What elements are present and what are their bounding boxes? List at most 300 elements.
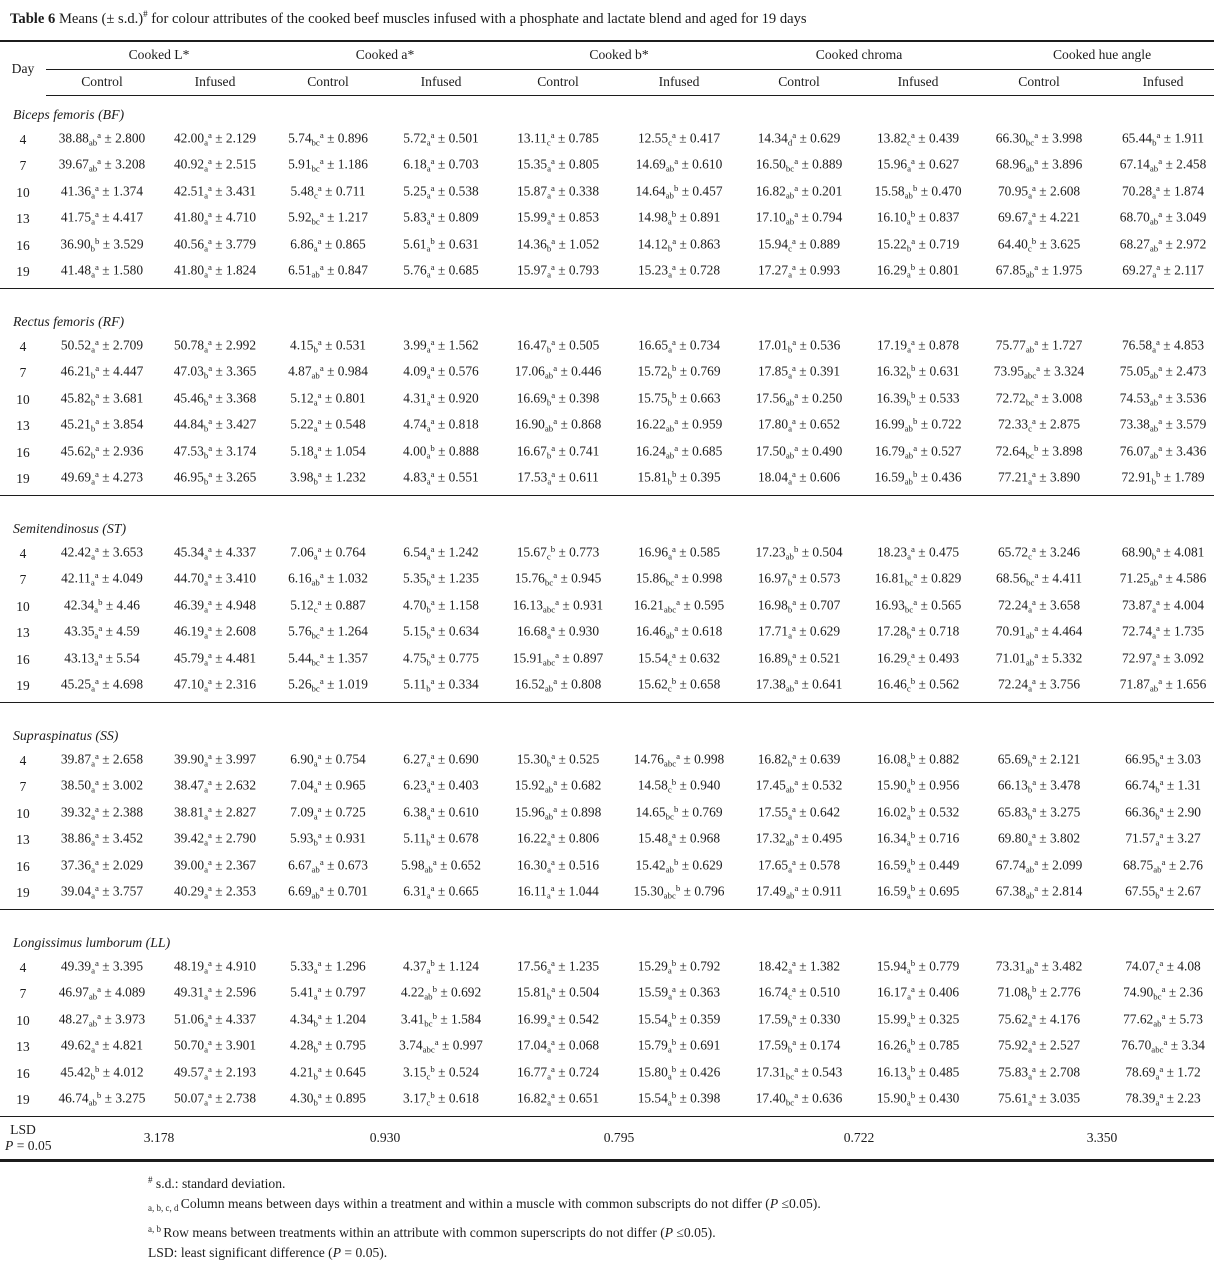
day-cell: 4 <box>19 752 27 768</box>
table-caption <box>0 0 1214 28</box>
value-cell: $65.72_c^a \pm 3.246$ <box>997 543 1081 562</box>
value-cell: $47.53_b^a \pm 3.174$ <box>173 442 257 461</box>
value-cell: $17.56_{ab}^a \pm 0.250$ <box>755 389 843 408</box>
day-cell: 4 <box>19 545 27 561</box>
value-cell: $40.92_a^a \pm 2.515$ <box>173 156 257 174</box>
value-cell: $14.65_{bc}^b \pm 0.769$ <box>635 803 723 822</box>
value-cell: $6.27_a^a \pm 0.690$ <box>403 750 479 769</box>
value-cell: $50.78_a^a \pm 2.992$ <box>173 336 257 355</box>
value-cell: $15.99_a^b \pm 0.325$ <box>876 1010 960 1029</box>
value-cell: $5.92_{bc}^a \pm 1.217$ <box>288 209 368 227</box>
muscle-name: Longissimus lumborum (LL) <box>13 934 171 950</box>
value-cell: $16.68_a^a \pm 0.930$ <box>516 623 600 641</box>
value-cell: $15.81_b^b \pm 0.395$ <box>618 465 740 495</box>
col-group-cooked-l: Cooked L* <box>46 41 272 70</box>
value-cell: $67.14_{ab}^a \pm 2.458$ <box>1119 156 1207 174</box>
value-cell: $16.59_a^b \pm 0.449$ <box>876 856 960 875</box>
value-cell: $5.76_{bc}^a \pm 1.264$ <box>288 623 368 641</box>
value-cell: $4.74_a^a \pm 0.818$ <box>403 416 479 434</box>
table-row <box>0 386 1214 413</box>
table-row <box>0 646 1214 673</box>
value-cell: $4.15_b^a \pm 0.531$ <box>290 336 366 355</box>
subheader-control: Control <box>272 69 384 95</box>
value-cell: $3.74_{abc}^a \pm 0.997$ <box>399 1037 483 1055</box>
value-cell: $78.39_a^a \pm 2.23$ <box>1100 1086 1214 1116</box>
subheader-infused: Infused <box>1100 69 1214 95</box>
value-cell: $65.83_b^a \pm 3.275$ <box>997 803 1081 822</box>
day-cell: 13 <box>16 832 30 848</box>
value-cell: $6.23_a^a \pm 0.403$ <box>403 777 479 795</box>
value-cell: $15.72_b^b \pm 0.769$ <box>637 363 721 381</box>
value-cell: $15.91_{abc}^a \pm 0.897$ <box>512 649 604 668</box>
day-cell: 13 <box>16 1039 30 1055</box>
value-cell: $4.37_a^b \pm 1.124$ <box>403 957 479 976</box>
value-cell: $46.39_a^a \pm 4.948$ <box>173 596 257 615</box>
value-cell: $72.74_a^a \pm 1.735$ <box>1121 623 1205 641</box>
value-cell: $42.42_a^a \pm 3.653$ <box>60 543 144 562</box>
table-row <box>0 126 1214 153</box>
value-cell: $17.10_{ab}^a \pm 0.794$ <box>755 209 843 227</box>
table-row <box>0 232 1214 259</box>
day-cell: 7 <box>19 365 27 381</box>
value-cell: $16.46_c^b \pm 0.562$ <box>858 672 978 702</box>
value-cell: $72.64_{bc}^b \pm 3.898$ <box>995 442 1083 461</box>
day-cell: 16 <box>16 858 30 874</box>
value-cell: $17.71_a^a \pm 0.629$ <box>757 623 841 641</box>
value-cell: $6.86_a^a \pm 0.865$ <box>290 235 366 254</box>
value-cell: $39.87_a^a \pm 2.658$ <box>60 750 144 769</box>
value-cell: $16.65_a^a \pm 0.734$ <box>637 336 721 355</box>
value-cell: $38.81_a^a \pm 2.827$ <box>173 803 257 822</box>
value-cell: $15.54_a^b \pm 0.398$ <box>618 1086 740 1116</box>
value-cell: $15.23_a^a \pm 0.728$ <box>618 258 740 288</box>
value-cell: $75.05_{ab}^a \pm 2.473$ <box>1119 363 1207 381</box>
subheader-infused: Infused <box>158 69 272 95</box>
subheader-infused: Infused <box>384 69 498 95</box>
value-cell: $15.81_b^a \pm 0.504$ <box>516 984 600 1002</box>
value-cell: $38.86_a^a \pm 3.452$ <box>60 830 144 848</box>
value-cell: $15.94_a^b \pm 0.779$ <box>876 957 960 976</box>
lsd-value-cooked-chroma: 0.722 <box>740 1116 978 1160</box>
value-cell: $48.27_{ab}^a \pm 3.973$ <box>58 1010 146 1029</box>
value-cell: $47.10_a^a \pm 2.316$ <box>158 672 272 702</box>
table-row <box>0 773 1214 800</box>
value-cell: $68.27_{ab}^a \pm 2.972$ <box>1119 235 1207 254</box>
day-cell: 19 <box>0 258 46 288</box>
muscle-name: Supraspinatus (SS) <box>13 727 119 743</box>
value-cell: $5.83_a^a \pm 0.809$ <box>403 209 479 227</box>
value-cell: $72.24_a^a \pm 3.658$ <box>997 596 1081 615</box>
value-cell: $16.26_a^b \pm 0.785$ <box>876 1037 960 1055</box>
value-cell: $43.35_a^a \pm 4.59$ <box>64 623 140 641</box>
value-cell: $50.52_a^a \pm 2.709$ <box>60 336 144 355</box>
value-cell: $69.67_a^a \pm 4.221$ <box>997 209 1081 227</box>
value-cell: $68.75_{ab}^a \pm 2.76$ <box>1123 856 1203 875</box>
value-cell: $17.04_a^a \pm 0.068$ <box>516 1037 600 1055</box>
value-cell: $6.16_{ab}^a \pm 1.032$ <box>288 570 368 588</box>
value-cell: $72.91_b^b \pm 1.789$ <box>1100 465 1214 495</box>
value-cell: $6.18_a^a \pm 0.703$ <box>403 156 479 174</box>
value-cell: $16.21_{abc}^a \pm 0.595$ <box>633 596 725 615</box>
value-cell: $17.28_b^a \pm 0.718$ <box>876 623 960 641</box>
value-cell: $6.54_a^a \pm 1.242$ <box>403 543 479 562</box>
subheader-control: Control <box>978 69 1100 95</box>
value-cell: $51.06_a^a \pm 4.337$ <box>173 1010 257 1029</box>
value-cell: $45.82_b^a \pm 3.681$ <box>60 389 144 408</box>
day-cell: 10 <box>16 1012 30 1028</box>
value-cell: $45.62_b^a \pm 2.936$ <box>60 442 144 461</box>
value-cell: $15.58_{ab}^b \pm 0.470$ <box>874 182 962 201</box>
value-cell: $15.76_{bc}^a \pm 0.945$ <box>514 570 602 588</box>
value-cell: $71.25_{ab}^a \pm 4.586$ <box>1119 570 1207 588</box>
value-cell: $38.50_a^a \pm 3.002$ <box>60 777 144 795</box>
footnote-line: LSD: least significant difference (P = 0.05). <box>148 1245 388 1261</box>
lsd-row <box>0 1116 1214 1160</box>
value-cell: $6.31_a^a \pm 0.665$ <box>384 879 498 909</box>
value-cell: $39.00_a^a \pm 2.367$ <box>173 856 257 875</box>
day-cell: 19 <box>0 1086 46 1116</box>
caption-text-post: for colour attributes of the cooked beef muscles infused with a phosphate and lactate blend and aged for 19 days <box>147 10 807 27</box>
value-cell: $15.67_c^b \pm 0.773$ <box>516 543 600 562</box>
value-cell: $4.70_b^a \pm 1.158$ <box>403 596 479 615</box>
day-cell: 10 <box>16 184 30 200</box>
value-cell: $16.81_{bc}^a \pm 0.829$ <box>874 570 962 588</box>
day-cell: 16 <box>16 444 30 460</box>
value-cell: $5.11_b^a \pm 0.678$ <box>403 830 479 848</box>
day-cell: 13 <box>16 418 30 434</box>
value-cell: $15.96_{ab}^a \pm 0.898$ <box>514 803 602 822</box>
value-cell: $75.92_a^a \pm 2.527$ <box>997 1037 1081 1055</box>
day-cell: 7 <box>19 572 27 588</box>
table-row <box>0 593 1214 620</box>
value-cell: $17.38_{ab}^a \pm 0.641$ <box>740 672 858 702</box>
value-cell: $4.34_b^a \pm 1.204$ <box>290 1010 366 1029</box>
value-cell: $16.93_{bc}^a \pm 0.565$ <box>874 596 962 615</box>
value-cell: $17.32_{ab}^a \pm 0.495$ <box>755 830 843 848</box>
value-cell: $16.13_{abc}^a \pm 0.931$ <box>512 596 604 615</box>
value-cell: $72.33_c^a \pm 2.875$ <box>997 416 1081 434</box>
value-cell: $39.90_a^a \pm 3.997$ <box>173 750 257 769</box>
value-cell: $4.75_b^a \pm 0.775$ <box>403 649 479 668</box>
value-cell: $17.27_a^a \pm 0.993$ <box>740 258 858 288</box>
value-cell: $5.91_{bc}^a \pm 1.186$ <box>288 156 368 174</box>
value-cell: $17.06_{ab}^a \pm 0.446$ <box>514 363 602 381</box>
value-cell: $5.72_a^a \pm 0.501$ <box>403 129 479 148</box>
value-cell: $15.30_{abc}^b \pm 0.796$ <box>618 879 740 909</box>
value-cell: $49.69_a^a \pm 4.273$ <box>46 465 158 495</box>
value-cell: $14.12_b^a \pm 0.863$ <box>637 235 721 254</box>
value-cell: $17.19_a^a \pm 0.878$ <box>876 336 960 355</box>
muscle-name: Semitendinosus (ST) <box>13 520 127 536</box>
value-cell: $14.69_{ab}^a \pm 0.610$ <box>635 156 723 174</box>
day-cell: 13 <box>16 211 30 227</box>
value-cell: $36.90_b^b \pm 3.529$ <box>60 235 144 254</box>
value-cell: $46.19_a^a \pm 2.608$ <box>173 623 257 641</box>
table-row <box>0 954 1214 981</box>
value-cell: $16.82_{ab}^a \pm 0.201$ <box>755 182 843 201</box>
value-cell: $6.90_a^a \pm 0.754$ <box>290 750 366 769</box>
value-cell: $5.74_{bc}^a \pm 0.896$ <box>288 129 368 148</box>
value-cell: $4.30_b^a \pm 0.895$ <box>272 1086 384 1116</box>
value-cell: $16.99_{ab}^b \pm 0.722$ <box>874 416 962 434</box>
day-cell: 4 <box>19 338 27 354</box>
value-cell: $16.52_{ab}^a \pm 0.808$ <box>498 672 618 702</box>
value-cell: $5.18_a^a \pm 1.054$ <box>290 442 366 461</box>
value-cell: $4.21_b^a \pm 0.645$ <box>290 1063 366 1082</box>
table-row <box>0 205 1214 232</box>
value-cell: $15.22_b^a \pm 0.719$ <box>876 235 960 254</box>
value-cell: $4.09_a^a \pm 0.576$ <box>403 363 479 381</box>
value-cell: $46.21_b^a \pm 4.447$ <box>60 363 144 381</box>
value-cell: $16.79_{ab}^a \pm 0.527$ <box>874 442 962 461</box>
value-cell: $71.87_{ab}^a \pm 1.656$ <box>1100 672 1214 702</box>
col-group-cooked-chroma: Cooked chroma <box>740 41 978 70</box>
value-cell: $7.04_a^a \pm 0.965$ <box>290 777 366 795</box>
value-cell: $16.10_a^b \pm 0.837$ <box>876 209 960 227</box>
subheader-infused: Infused <box>858 69 978 95</box>
value-cell: $72.97_a^a \pm 3.092$ <box>1121 649 1205 668</box>
subheader-control: Control <box>46 69 158 95</box>
value-cell: $70.28_a^a \pm 1.874$ <box>1121 182 1205 201</box>
value-cell: $41.75_a^a \pm 4.417$ <box>60 209 144 227</box>
value-cell: $16.74_c^a \pm 0.510$ <box>757 984 841 1002</box>
value-cell: $68.56_{bc}^a \pm 4.411$ <box>996 570 1083 588</box>
table-number: Table 6 <box>10 10 56 27</box>
value-cell: $16.89_b^a \pm 0.521$ <box>757 649 841 668</box>
value-cell: $45.46_b^a \pm 3.368$ <box>173 389 257 408</box>
value-cell: $5.33_a^a \pm 1.296$ <box>290 957 366 976</box>
day-cell: 10 <box>16 391 30 407</box>
value-cell: $16.47_b^a \pm 0.505$ <box>516 336 600 355</box>
value-cell: $15.92_{ab}^a \pm 0.682$ <box>514 777 602 795</box>
value-cell: $41.80_a^a \pm 4.710$ <box>173 209 257 227</box>
value-cell: $49.57_a^a \pm 2.193$ <box>173 1063 257 1082</box>
table-row <box>0 1060 1214 1087</box>
value-cell: $17.01_b^a \pm 0.536$ <box>757 336 841 355</box>
value-cell: $66.30_{bc}^a \pm 3.998$ <box>995 129 1083 148</box>
value-cell: $4.28_b^a \pm 0.795$ <box>290 1037 366 1055</box>
value-cell: $45.79_a^a \pm 4.481$ <box>173 649 257 668</box>
table-row <box>0 747 1214 774</box>
muscle-section-header <box>0 702 1214 747</box>
caption-footnote-marker: # <box>143 9 148 19</box>
table-row <box>0 826 1214 853</box>
subheader-control: Control <box>740 69 858 95</box>
value-cell: $38.88_{ab}^a \pm 2.800$ <box>58 129 146 148</box>
day-cell: 10 <box>16 598 30 614</box>
value-cell: $15.35_a^a \pm 0.805$ <box>516 156 600 174</box>
value-cell: $16.02_a^b \pm 0.532$ <box>876 803 960 822</box>
value-cell: $45.34_a^a \pm 4.337$ <box>173 543 257 562</box>
day-cell: 7 <box>19 986 27 1002</box>
value-cell: $39.04_a^a \pm 3.757$ <box>46 879 158 909</box>
col-group-cooked-a: Cooked a* <box>272 41 498 70</box>
value-cell: $17.23_{ab}^b \pm 0.504$ <box>755 543 843 562</box>
value-cell: $17.49_{ab}^a \pm 0.911$ <box>740 879 858 909</box>
value-cell: $5.98_{ab}^a \pm 0.652$ <box>401 856 481 875</box>
value-cell: $16.22_a^a \pm 0.806$ <box>516 830 600 848</box>
footnote-line: $^{a, b}$ Row means between treatments within an attribute with common superscripts do not differ (P ≤0.05). <box>148 1223 716 1240</box>
value-cell: $14.64_{ab}^b \pm 0.457$ <box>635 182 723 201</box>
subheader-infused: Infused <box>618 69 740 95</box>
value-cell: $6.69_{ab}^a \pm 0.701$ <box>272 879 384 909</box>
value-cell: $3.17_c^b \pm 0.618$ <box>384 1086 498 1116</box>
value-cell: $3.41_{bc}^b \pm 1.584$ <box>400 1010 482 1029</box>
value-cell: $16.24_{ab}^a \pm 0.685$ <box>635 442 723 461</box>
value-cell: $5.44_{bc}^a \pm 1.357$ <box>288 649 368 668</box>
value-cell: $6.67_{ab}^a \pm 0.673$ <box>288 856 368 875</box>
value-cell: $50.70_a^a \pm 3.901$ <box>173 1037 257 1055</box>
value-cell: $15.54_a^b \pm 0.359$ <box>637 1010 721 1029</box>
value-cell: $16.69_b^a \pm 0.398$ <box>516 389 600 408</box>
value-cell: $72.72_{bc}^a \pm 3.008$ <box>995 389 1083 408</box>
value-cell: $50.07_a^a \pm 2.738$ <box>158 1086 272 1116</box>
footnote-line: $_{a, b, c, d}$ Column means between days within a treatment and within a muscle with common subscripts do not differ (P ≤0.05). <box>148 1196 821 1214</box>
day-cell: 4 <box>19 959 27 975</box>
value-cell: $17.56_a^a \pm 1.235$ <box>516 957 600 976</box>
day-cell: 13 <box>16 625 30 641</box>
muscle-name: Biceps femoris (BF) <box>13 106 125 122</box>
value-cell: $41.80_a^a \pm 1.824$ <box>158 258 272 288</box>
value-cell: $15.96_a^a \pm 0.627$ <box>876 156 960 174</box>
value-cell: $44.70_a^a \pm 3.410$ <box>173 570 257 588</box>
table-row <box>0 179 1214 206</box>
value-cell: $68.90_b^a \pm 4.081$ <box>1121 543 1205 562</box>
value-cell: $68.96_{ab}^a \pm 3.896$ <box>995 156 1083 174</box>
value-cell: $17.80_a^a \pm 0.652$ <box>757 416 841 434</box>
value-cell: $42.34_a^b \pm 4.46$ <box>64 596 140 615</box>
value-cell: $76.70_{abc}^a \pm 3.34$ <box>1121 1037 1205 1055</box>
value-cell: $74.90_{bc}^a \pm 2.36$ <box>1123 984 1203 1002</box>
table-container <box>0 28 1214 1162</box>
value-cell: $17.53_a^a \pm 0.611$ <box>498 465 618 495</box>
value-cell: $18.23_a^a \pm 0.475$ <box>876 543 960 562</box>
value-cell: $43.13_a^a \pm 5.54$ <box>64 649 140 668</box>
value-cell: $4.87_{ab}^a \pm 0.984$ <box>288 363 368 381</box>
value-cell: $67.74_{ab}^a \pm 2.099$ <box>995 856 1083 875</box>
value-cell: $15.86_{bc}^a \pm 0.998$ <box>635 570 723 588</box>
table-row <box>0 465 1214 495</box>
value-cell: $65.69_b^a \pm 2.121$ <box>997 750 1081 769</box>
value-cell: $16.08_a^b \pm 0.882$ <box>876 750 960 769</box>
muscle-section-header <box>0 495 1214 540</box>
value-cell: $15.90_a^b \pm 0.956$ <box>876 777 960 795</box>
value-cell: $15.54_c^a \pm 0.632$ <box>637 649 721 668</box>
value-cell: $16.46_{ab}^a \pm 0.618$ <box>635 623 723 641</box>
table-row <box>0 258 1214 288</box>
table-row <box>0 566 1214 593</box>
col-group-cooked-hue-angle: Cooked hue angle <box>978 41 1214 70</box>
day-cell: 19 <box>0 672 46 702</box>
value-cell: $16.29_c^a \pm 0.493$ <box>876 649 960 668</box>
value-cell: $15.59_a^a \pm 0.363$ <box>637 984 721 1002</box>
day-cell: 16 <box>16 237 30 253</box>
value-cell: $5.15_b^a \pm 0.634$ <box>403 623 479 641</box>
value-cell: $16.59_{ab}^b \pm 0.436$ <box>858 465 978 495</box>
muscle-name: Rectus femoris (RF) <box>13 313 125 329</box>
value-cell: $15.79_a^b \pm 0.691$ <box>637 1037 721 1055</box>
value-cell: $16.50_{bc}^a \pm 0.889$ <box>755 156 843 174</box>
value-cell: $66.95_b^a \pm 3.03$ <box>1125 750 1201 769</box>
value-cell: $18.42_a^a \pm 1.382$ <box>757 957 841 976</box>
lsd-value-cooked-hue-angle: 3.350 <box>978 1116 1214 1160</box>
day-cell: 7 <box>19 779 27 795</box>
value-cell: $66.36_b^a \pm 2.90$ <box>1125 803 1201 822</box>
value-cell: $67.85_{ab}^a \pm 1.975$ <box>978 258 1100 288</box>
value-cell: $70.91_{ab}^a \pm 4.464$ <box>995 623 1083 641</box>
table-row <box>0 439 1214 466</box>
table-row <box>0 879 1214 909</box>
value-cell: $75.62_a^a \pm 4.176$ <box>997 1010 1081 1029</box>
value-cell: $16.77_a^a \pm 0.724$ <box>516 1063 600 1082</box>
value-cell: $16.13_a^b \pm 0.485$ <box>876 1063 960 1082</box>
value-cell: $4.83_a^a \pm 0.551$ <box>384 465 498 495</box>
lsd-value-cooked-b: 0.795 <box>498 1116 740 1160</box>
value-cell: $77.62_{ab}^a \pm 5.73$ <box>1123 1010 1203 1029</box>
value-cell: $15.75_b^b \pm 0.663$ <box>637 389 721 408</box>
value-cell: $16.11_a^a \pm 1.044$ <box>498 879 618 909</box>
value-cell: $74.53_{ab}^a \pm 3.536$ <box>1119 389 1207 408</box>
value-cell: $13.82_c^a \pm 0.439$ <box>876 129 960 148</box>
footnote-line: # s.d.: standard deviation. <box>148 1174 286 1191</box>
value-cell: $16.34_a^b \pm 0.716$ <box>876 830 960 848</box>
value-cell: $76.58_a^a \pm 4.853$ <box>1121 336 1205 355</box>
value-cell: $71.57_a^a \pm 3.27$ <box>1125 830 1201 848</box>
table-row <box>0 1033 1214 1060</box>
day-cell: 19 <box>0 465 46 495</box>
value-cell: $16.29_a^b \pm 0.801$ <box>858 258 978 288</box>
value-cell: $74.07_c^a \pm 4.08$ <box>1125 957 1201 976</box>
value-cell: $14.76_{abc}^a \pm 0.998$ <box>633 750 725 769</box>
day-cell: 10 <box>16 805 30 821</box>
value-cell: $16.98_b^a \pm 0.707$ <box>757 596 841 615</box>
value-cell: $6.38_a^a \pm 0.610$ <box>403 803 479 822</box>
value-cell: $16.82_a^a \pm 0.651$ <box>498 1086 618 1116</box>
value-cell: $16.67_b^a \pm 0.741$ <box>516 442 600 461</box>
value-cell: $67.38_{ab}^a \pm 2.814$ <box>978 879 1100 909</box>
value-cell: $45.42_b^b \pm 4.012$ <box>60 1063 144 1082</box>
value-cell: $39.32_a^a \pm 2.388$ <box>60 803 144 822</box>
value-cell: $15.42_{ab}^b \pm 0.629$ <box>635 856 723 875</box>
value-cell: $15.94_c^a \pm 0.889$ <box>757 235 841 254</box>
table-row <box>0 980 1214 1007</box>
value-cell: $66.74_b^a \pm 1.31$ <box>1125 777 1201 795</box>
lsd-value-cooked-a: 0.930 <box>272 1116 498 1160</box>
value-cell: $67.55_b^a \pm 2.67$ <box>1100 879 1214 909</box>
value-cell: $75.83_a^a \pm 2.708$ <box>997 1063 1081 1082</box>
value-cell: $7.09_a^a \pm 0.725$ <box>290 803 366 822</box>
value-cell: $17.50_{ab}^a \pm 0.490$ <box>755 442 843 461</box>
value-cell: $73.87_a^a \pm 4.004$ <box>1121 596 1205 615</box>
value-cell: $3.15_c^b \pm 0.524$ <box>403 1063 479 1082</box>
value-cell: $73.31_{ab}^a \pm 3.482$ <box>995 957 1083 976</box>
value-cell: $7.06_a^a \pm 0.764$ <box>290 543 366 562</box>
value-cell: $15.29_a^b \pm 0.792$ <box>637 957 721 976</box>
value-cell: $17.59_b^a \pm 0.330$ <box>757 1010 841 1029</box>
table-row <box>0 853 1214 880</box>
value-cell: $70.95_a^a \pm 2.608$ <box>997 182 1081 201</box>
day-cell: 19 <box>0 879 46 909</box>
value-cell: $16.30_a^a \pm 0.516$ <box>516 856 600 875</box>
value-cell: $38.47_a^a \pm 2.632$ <box>173 777 257 795</box>
value-cell: $39.42_a^a \pm 2.790$ <box>173 830 257 848</box>
value-cell: $64.40_c^b \pm 3.625$ <box>997 235 1081 254</box>
value-cell: $73.95_{abc}^a \pm 3.324$ <box>993 363 1085 381</box>
value-cell: $3.99_a^a \pm 1.562$ <box>403 336 479 355</box>
value-cell: $5.41_a^a \pm 0.797$ <box>290 984 366 1002</box>
table-row <box>0 1086 1214 1116</box>
value-cell: $46.97_{ab}^a \pm 4.089$ <box>58 984 146 1002</box>
